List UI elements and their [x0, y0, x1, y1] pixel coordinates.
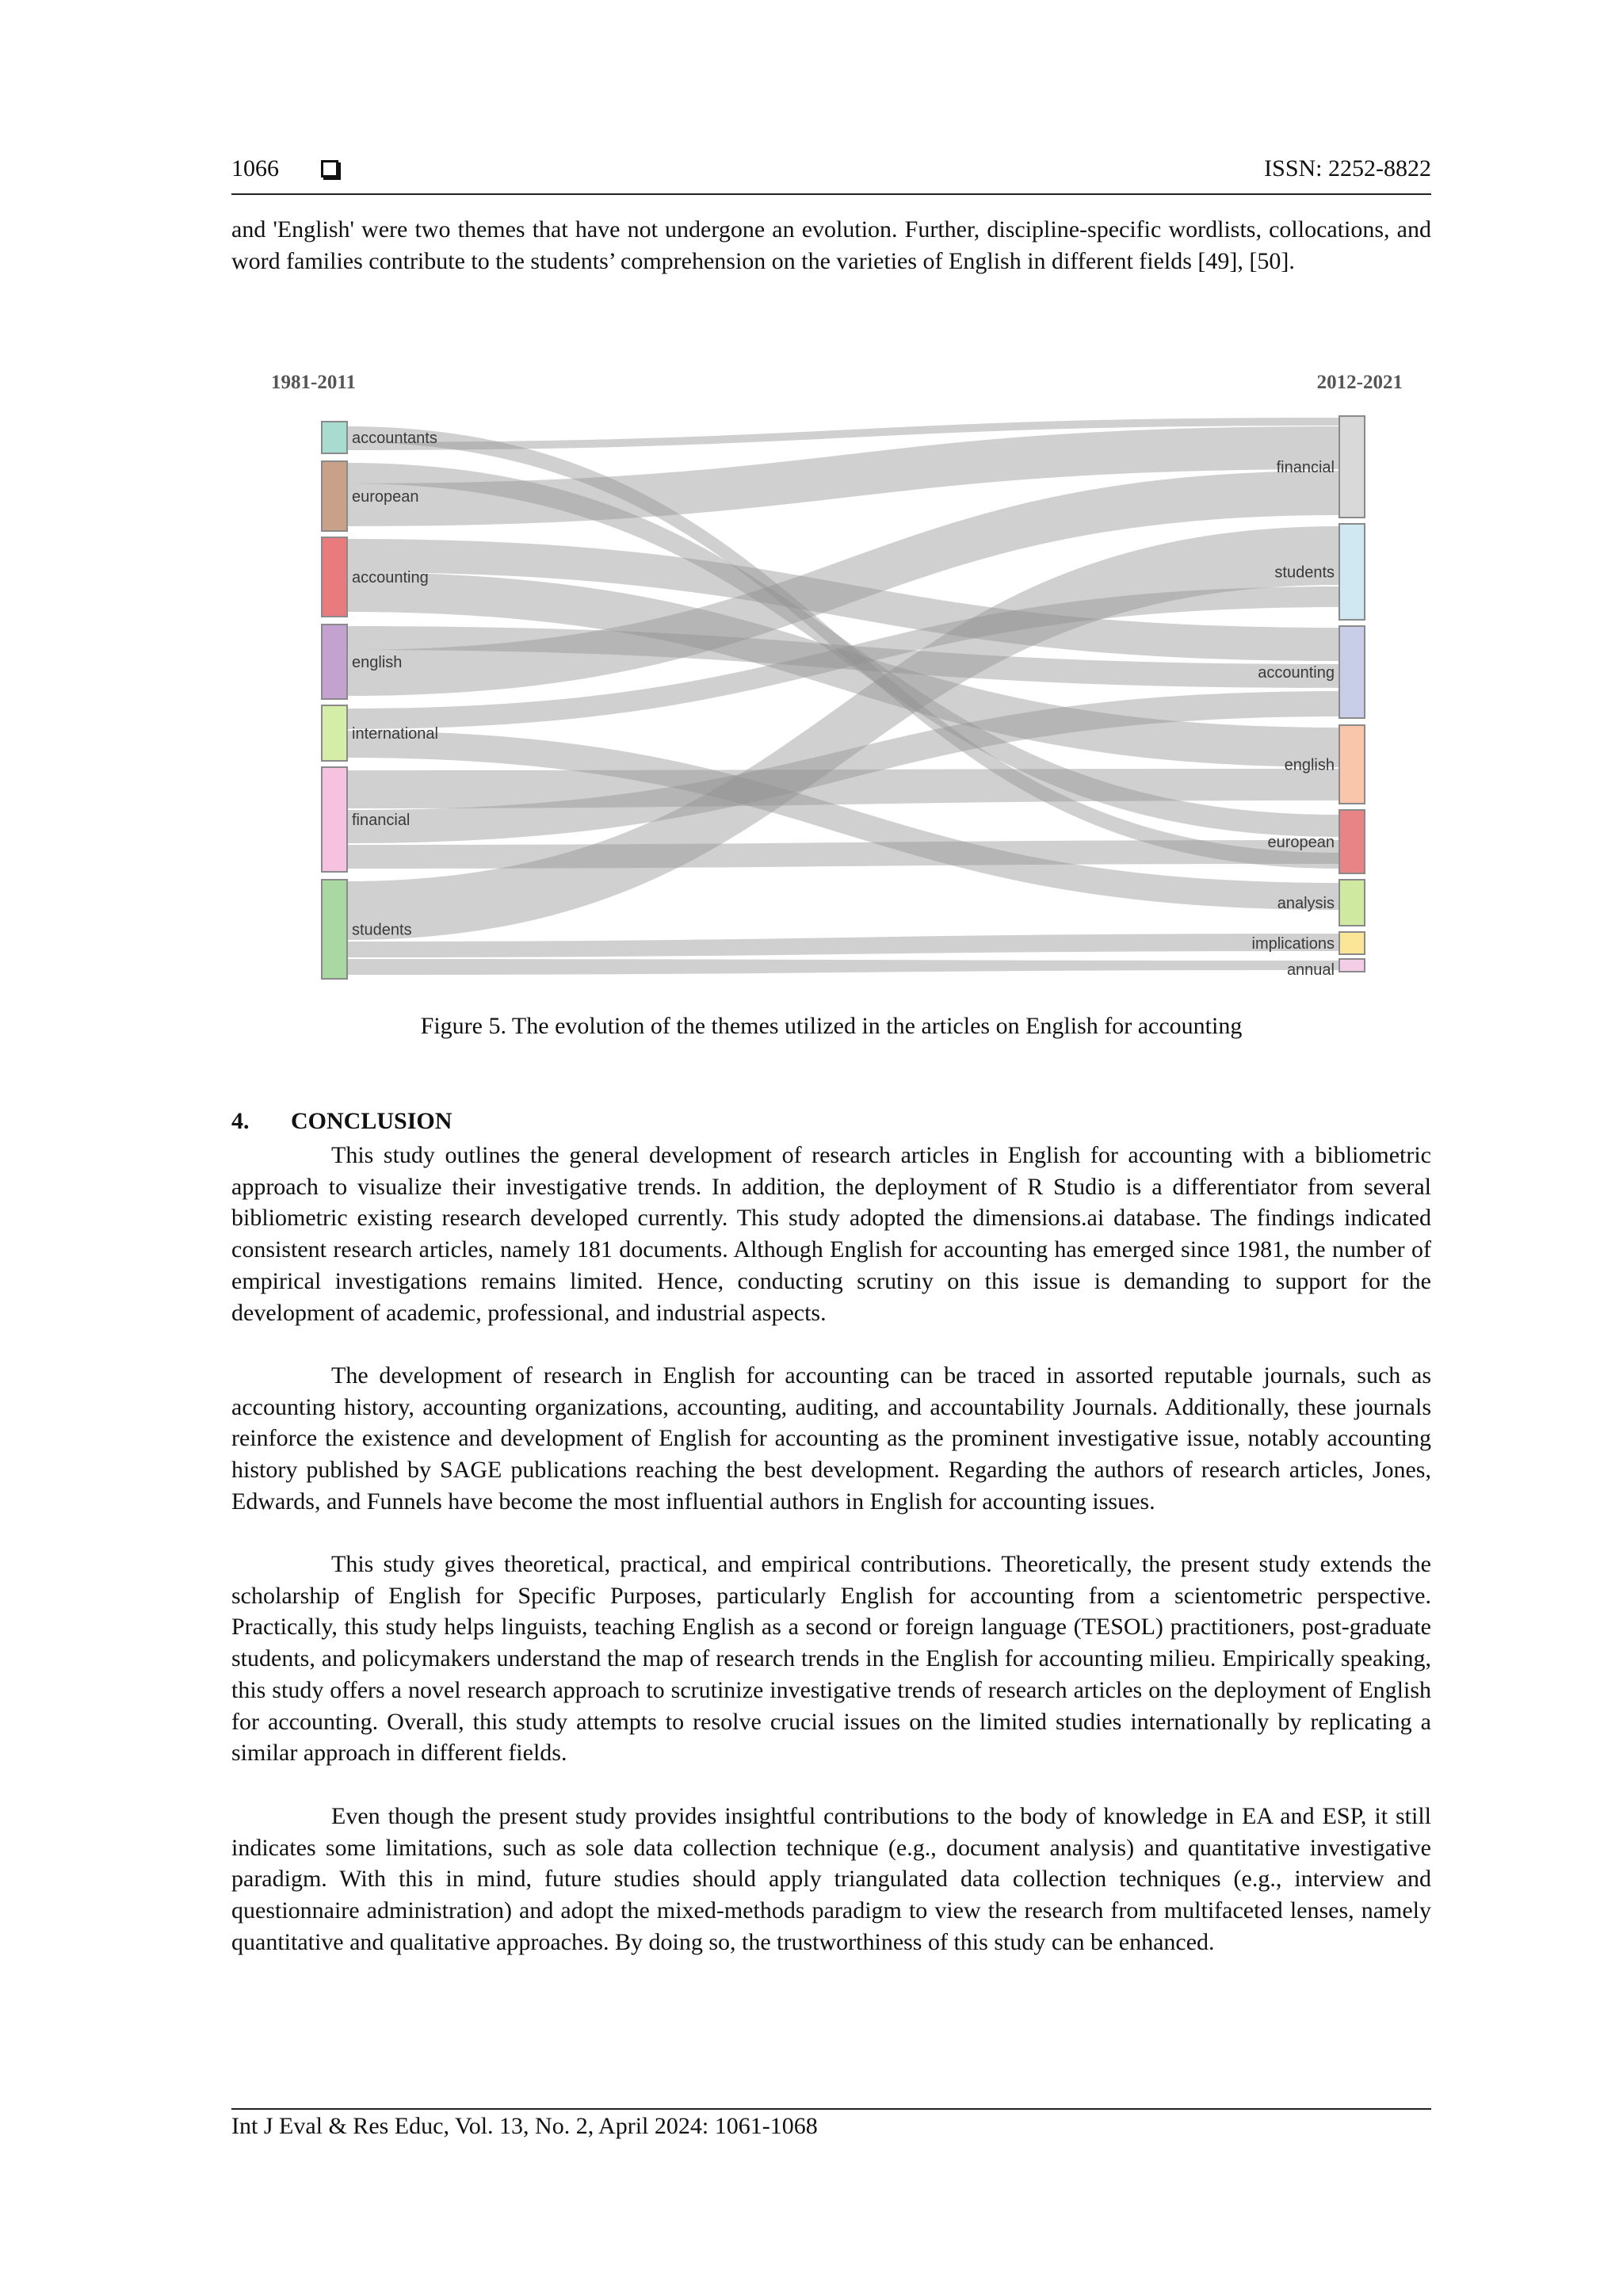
left-node-label-english: english [352, 654, 403, 671]
right-node-english [1339, 725, 1365, 804]
left-node-english [322, 625, 347, 699]
right-node-label-annual: annual [1286, 961, 1335, 979]
right-node-implications [1339, 932, 1365, 954]
left-period-label: 1981-2011 [271, 372, 356, 393]
conclusion-paragraph-1: This study outlines the general development of research articles in English for accounting with a bibliometric approach to visualize their investigative trends. In addition, the deployment of R Studio is a differentiator from several bibliometric existing research developed currently. This study adopted the dimensions.ai database. The findings indicated consistent research articles, namely 181 documents. Although English for accounting has emerged since 1981, the number of empirical investigations remains limited. Hence, conducting scrutiny on this issue is demanding to support for the development of academic, professional, and industrial aspects. [231, 1142, 1431, 1326]
right-node-label-implications: implications [1251, 935, 1335, 953]
left-node-accounting [322, 537, 347, 617]
journal-citation: Int J Eval & Res Educ, Vol. 13, No. 2, April 2024: 1061-1068 [231, 2113, 818, 2139]
page-header [231, 155, 1431, 195]
page-footer [231, 2108, 1431, 2140]
right-node-label-financial: financial [1276, 459, 1335, 476]
flow-financial-to-european [347, 840, 1339, 869]
left-node-label-accountants: accountants [352, 430, 437, 447]
left-node-international [322, 705, 347, 761]
right-node-students [1339, 524, 1365, 620]
square-bullet-icon [321, 160, 338, 178]
sankey-flows [347, 418, 1339, 975]
intro-paragraph: and 'English' were two themes that have not undergone an evolution. Further, discipline-specific wordlists, collocations, and word families contribute to the students’ comprehension on the varieties of English in different fields [49], [50]. [231, 216, 1431, 274]
right-node-label-english: english [1284, 756, 1335, 774]
conclusion-paragraph-4: Even though the present study provides insightful contributions to the body of knowledge in EA and ESP, it still indicates some limitations, such as sole data collection technique (e.g., document analysis) and quantitative investigative paradigm. With this in mind, future studies should apply triangulated data collection techniques (e.g., interview and questionnaire administration) and adopt the mixed-methods paradigm to view the research from multifaceted lenses, namely quantitative and qualitative approaches. By doing so, the trustworthiness of this study can be enhanced. [231, 1803, 1431, 1955]
left-node-accountants [322, 422, 347, 453]
left-node-label-students: students [352, 921, 412, 939]
section-title: CONCLUSION [291, 1108, 453, 1134]
right-node-financial [1339, 416, 1365, 518]
issn: ISSN: 2252-8822 [1264, 155, 1431, 181]
section-number: 4. [231, 1108, 250, 1134]
left-node-financial [322, 767, 347, 872]
figure-5-sankey [254, 365, 1411, 983]
flow-students-to-annual [347, 959, 1339, 975]
left-node-label-european: european [352, 488, 419, 506]
page-number: 1066 [231, 155, 279, 181]
conclusion-paragraph-3: This study gives theoretical, practical, and empirical contributions. Theoretically, the present study extends the scholarship of English for Specific Purposes, particularly English for accounting from a scientometric perspective. Practically, this study helps linguists, teaching English as a second or foreign language (TESOL) practitioners, post-graduate students, and policymakers understand the map of research trends in the English for accounting milieu. Empirically speaking, this study offers a novel research approach to scrutinize investigative trends of research articles on the deployment of English for accounting. Overall, this study attempts to resolve crucial issues on the limited studies internationally by replicating a similar approach in different fields. [231, 1551, 1431, 1767]
right-period-label: 2012-2021 [1316, 372, 1403, 393]
right-node-label-students: students [1274, 563, 1335, 582]
right-node-european [1339, 810, 1365, 873]
left-node-european [322, 461, 347, 531]
left-node-label-international: international [352, 725, 438, 743]
section-heading [231, 1108, 452, 1135]
right-node-label-accounting: accounting [1258, 664, 1335, 682]
left-node-label-accounting: accounting [352, 569, 429, 586]
right-node-accounting [1339, 626, 1365, 718]
right-node-label-european: european [1267, 834, 1335, 851]
sankey-diagram [254, 365, 1411, 983]
figure-caption: Figure 5. The evolution of the themes utilized in the articles on English for accounting [420, 1013, 1243, 1039]
conclusion-paragraph-2: The development of research in English for accounting can be traced in assorted reputable journals, such as accounting history, accounting organizations, accounting, auditing, and accountability Journals. Additionally, these journals reinforce the existence and development of English for accounting as the prominent investigative issue, notably accounting history published by SAGE publications reaching the best development. Regarding the authors of research articles, Jones, Edwards, and Funnels have become the most influential authors in English for accounting issues. [231, 1362, 1431, 1515]
left-node-students [322, 880, 347, 979]
right-node-analysis [1339, 880, 1365, 926]
right-node-annual [1339, 959, 1365, 972]
flow-students-to-implications [347, 934, 1339, 957]
right-node-label-analysis: analysis [1277, 895, 1335, 912]
left-node-label-financial: financial [352, 812, 411, 829]
